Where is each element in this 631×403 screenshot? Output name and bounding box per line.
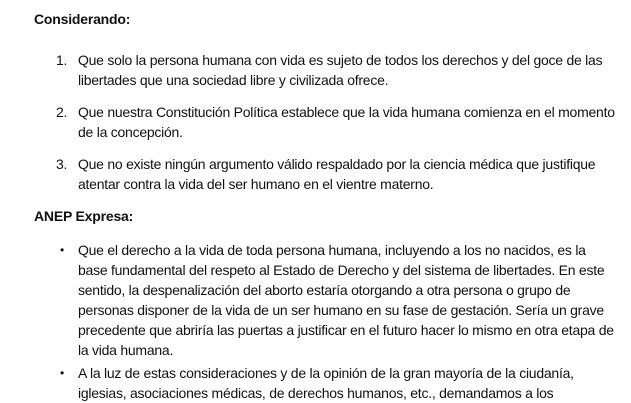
list-item-text: Que solo la persona humana con vida es sujeto de todos los derechos y del goce de las libertades que una sociedad libre y civilizada ofrece. xyxy=(78,52,603,88)
anep-item-2 xyxy=(56,363,616,403)
considerando-item-1 xyxy=(56,50,616,90)
list-number: 2. xyxy=(56,104,68,120)
list-item-text: Que el derecho a la vida de toda persona humana, incluyendo a los no nacidos, es la base fundamental del respeto al Estado de Derecho y del sistema de libertades. En este sentido, la despenalización del aborto estaría otorgando a otra persona o grupo de personas disponer de la vida de un ser humano en su fase de gestación. Sería un grave precedente que abriría las puertas a justificar en el futuro hacer lo mismo en otra etapa de la vida humana. xyxy=(78,242,614,358)
considerando-heading: Considerando: xyxy=(34,11,131,27)
anep-item-1 xyxy=(56,240,616,360)
considerando-item-2 xyxy=(56,102,616,142)
list-number: 3. xyxy=(56,156,68,172)
list-number: 1. xyxy=(56,52,68,68)
anep-heading: ANEP Expresa: xyxy=(34,208,134,224)
list-item-text: Que nuestra Constitución Política establece que la vida humana comienza en el momento de la concepción. xyxy=(78,104,615,140)
list-item-text: A la luz de estas consideraciones y de la opinión de la gran mayoría de la ciudanía, iglesias, asociaciones médicas, de derechos humanos, etc., demandamos a los xyxy=(78,365,574,401)
list-item-text: Que no existe ningún argumento válido respaldado por la ciencia médica que justifique atentar contra la vida del ser humano en el vientre materno. xyxy=(78,156,596,192)
considerando-item-3 xyxy=(56,154,616,194)
bullet-mark: • xyxy=(60,243,64,257)
bullet-mark: • xyxy=(60,366,64,380)
